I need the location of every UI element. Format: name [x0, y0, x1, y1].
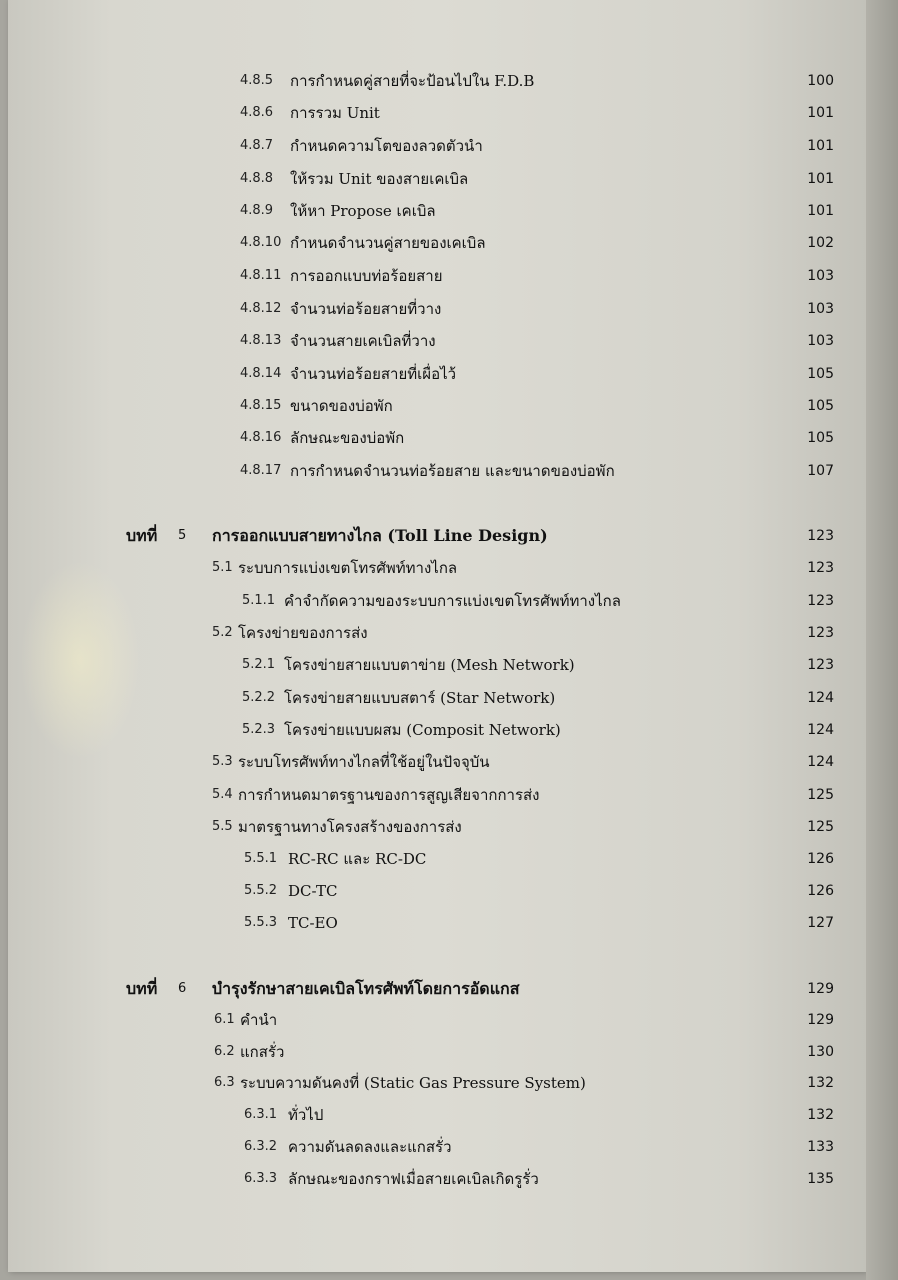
entry-page: 123	[807, 625, 834, 641]
entry-page: 125	[807, 787, 834, 803]
toc-entry-6-3-2	[0, 1134, 898, 1160]
entry-title: จำนวนสายเคเบิลที่วาง	[290, 332, 436, 350]
entry-title: ระบบโทรศัพท์ทางไกลที่ใช้อยู่ในปัจจุบัน	[238, 753, 490, 771]
entry-number: 5.2	[212, 625, 233, 640]
entry-page: 129	[807, 981, 834, 997]
entry-page: 101	[807, 203, 834, 219]
toc-entry-5-5	[0, 814, 898, 840]
entry-title: ให้รวม Unit ของสายเคเบิล	[290, 170, 469, 188]
chapter-label: บทที่	[126, 979, 158, 998]
toc-entry-5-5-3	[0, 910, 898, 936]
entry-title: กำหนดความโตของลวดตัวนำ	[290, 137, 483, 155]
entry-number: 4.8.14	[240, 366, 282, 381]
toc-entry-5-1-1	[0, 588, 898, 614]
toc-entry-4-8-15	[0, 393, 898, 419]
entry-page: 127	[807, 915, 834, 931]
entry-number: 4.8.8	[240, 171, 274, 186]
toc-entry-4-8-12	[0, 296, 898, 322]
entry-number: 5.5.3	[244, 915, 278, 930]
entry-page: 125	[807, 819, 834, 835]
toc-entry-6-3-3	[0, 1166, 898, 1192]
entry-title: ให้หา Propose เคเบิล	[290, 202, 436, 220]
entry-page: 132	[807, 1107, 834, 1123]
entry-title: ความดันลดลงและแกสรั่ว	[288, 1138, 452, 1156]
entry-title: ทั่วไป	[288, 1106, 324, 1124]
entry-page: 103	[807, 268, 834, 284]
entry-page: 135	[807, 1171, 834, 1187]
entry-page: 107	[807, 463, 834, 479]
toc-entry-5-5-1	[0, 846, 898, 872]
entry-number: 6.3.2	[244, 1139, 278, 1154]
entry-page: 130	[807, 1044, 834, 1060]
toc-entry-5-2-2	[0, 685, 898, 711]
entry-number: 5.5	[212, 819, 233, 834]
entry-number: 4.8.17	[240, 463, 282, 478]
entry-number: 5.1	[212, 560, 233, 575]
entry-page: 100	[807, 73, 834, 89]
chapter-title: การออกแบบสายทางไกล (Toll Line Design)	[212, 526, 548, 545]
entry-page: 132	[807, 1075, 834, 1091]
entry-title: โครงข่ายของการส่ง	[238, 624, 368, 642]
entry-number: 4.8.5	[240, 73, 274, 88]
entry-number: 6.2	[214, 1044, 235, 1059]
entry-page: 126	[807, 851, 834, 867]
toc-entry-4-8-16	[0, 425, 898, 451]
entry-title: คำนำ	[240, 1011, 278, 1029]
entry-number: 5.2.3	[242, 722, 276, 737]
toc-entry-4-8-13	[0, 328, 898, 354]
entry-title: ลักษณะของบ่อพัก	[290, 429, 405, 447]
entry-number: 6.3	[214, 1075, 235, 1090]
entry-title: ลักษณะของกราฟเมื่อสายเคเบิลเกิดรูรั่ว	[288, 1170, 539, 1188]
entry-title: ระบบความดันคงที่ (Static Gas Pressure System)	[240, 1074, 586, 1092]
entry-page: 126	[807, 883, 834, 899]
entry-title: มาตรฐานทางโครงสร้างของการส่ง	[238, 818, 462, 836]
toc-entry-4-8-9	[0, 198, 898, 224]
entry-title: การออกแบบท่อร้อยสาย	[290, 267, 443, 285]
entry-number: 4.8.16	[240, 430, 282, 445]
entry-number: 4.8.10	[240, 235, 282, 250]
entry-number: 4.8.15	[240, 398, 282, 413]
entry-number: 5.2.1	[242, 657, 276, 672]
entry-number: 4.8.6	[240, 105, 274, 120]
entry-number: 4.8.12	[240, 301, 282, 316]
entry-number: 5.3	[212, 754, 233, 769]
entry-page: 105	[807, 366, 834, 382]
entry-page: 102	[807, 235, 834, 251]
toc-entry-5-2-3	[0, 717, 898, 743]
entry-number: 4.8.11	[240, 268, 282, 283]
toc-entry-4-8-17	[0, 458, 898, 484]
entry-number: 5.1.1	[242, 593, 276, 608]
entry-page: 124	[807, 722, 834, 738]
entry-title: ขนาดของบ่อพัก	[290, 397, 393, 415]
entry-title: TC-EO	[288, 914, 338, 932]
entry-number: 4.8.7	[240, 138, 274, 153]
chapter-label: บทที่	[126, 526, 158, 545]
entry-title: โครงข่ายสายแบบสตาร์ (Star Network)	[284, 689, 556, 707]
entry-page: 123	[807, 593, 834, 609]
entry-title: โครงข่ายแบบผสม (Composit Network)	[284, 721, 561, 739]
toc-entry-4-8-6	[0, 100, 898, 126]
entry-title: โครงข่ายสายแบบตาข่าย (Mesh Network)	[284, 656, 575, 674]
toc-entry-4-8-7	[0, 133, 898, 159]
entry-page: 129	[807, 1012, 834, 1028]
entry-page: 103	[807, 301, 834, 317]
toc-entry-5-5-2	[0, 878, 898, 904]
toc-entry-5-4	[0, 782, 898, 808]
toc-entry-6-3-1	[0, 1102, 898, 1128]
entry-number: 6.3.3	[244, 1171, 278, 1186]
entry-number: 5.2.2	[242, 690, 276, 705]
toc-entry-6-3	[0, 1070, 898, 1096]
chapter-number: 5	[178, 528, 187, 543]
entry-number: 6.1	[214, 1012, 235, 1027]
toc-entry-6-1	[0, 1007, 898, 1033]
entry-title: DC-TC	[288, 882, 338, 900]
entry-title: ระบบการแบ่งเขตโทรศัพท์ทางไกล	[238, 559, 458, 577]
chapter-title: บำรุงรักษาสายเคเบิลโทรศัพท์โดยการอัดแกส	[212, 979, 520, 998]
entry-title: จำนวนท่อร้อยสายที่เผื่อไว้	[290, 365, 457, 383]
toc-chapter-6	[0, 976, 898, 1002]
toc-chapter-5	[0, 523, 898, 549]
entry-number: 4.8.9	[240, 203, 274, 218]
entry-page: 105	[807, 398, 834, 414]
entry-title: แกสรั่ว	[240, 1043, 285, 1061]
entry-number: 5.4	[212, 787, 233, 802]
toc-entry-4-8-11	[0, 263, 898, 289]
entry-page: 124	[807, 754, 834, 770]
entry-page: 124	[807, 690, 834, 706]
toc-entry-6-2	[0, 1039, 898, 1065]
entry-title: การกำหนดมาตรฐานของการสูญเสียจากการส่ง	[238, 786, 540, 804]
toc-entry-5-1	[0, 555, 898, 581]
toc-entry-5-3	[0, 749, 898, 775]
entry-page: 123	[807, 528, 834, 544]
entry-title: การรวม Unit	[290, 104, 380, 122]
entry-page: 123	[807, 657, 834, 673]
entry-number: 5.5.2	[244, 883, 278, 898]
entry-title: จำนวนท่อร้อยสายที่วาง	[290, 300, 442, 318]
entry-page: 101	[807, 105, 834, 121]
entry-number: 4.8.13	[240, 333, 282, 348]
entry-title: การกำหนดจำนวนท่อร้อยสาย และขนาดของบ่อพัก	[290, 462, 615, 480]
toc-entry-5-2-1	[0, 652, 898, 678]
entry-title: RC-RC และ RC-DC	[288, 850, 427, 868]
toc-entry-4-8-14	[0, 361, 898, 387]
entry-page: 101	[807, 138, 834, 154]
entry-number: 6.3.1	[244, 1107, 278, 1122]
entry-page: 133	[807, 1139, 834, 1155]
entry-title: คำจำกัดความของระบบการแบ่งเขตโทรศัพท์ทางไกล	[284, 592, 621, 610]
entry-page: 105	[807, 430, 834, 446]
toc-entry-5-2	[0, 620, 898, 646]
entry-page: 103	[807, 333, 834, 349]
entry-number: 5.5.1	[244, 851, 278, 866]
entry-page: 101	[807, 171, 834, 187]
entry-page: 123	[807, 560, 834, 576]
entry-title: การกำหนดคู่สายที่จะป้อนไปใน F.D.B	[290, 72, 535, 90]
toc-entry-4-8-5	[0, 68, 898, 94]
entry-title: กำหนดจำนวนคู่สายของเคเบิล	[290, 234, 486, 252]
chapter-number: 6	[178, 981, 187, 996]
toc-entry-4-8-10	[0, 230, 898, 256]
toc-entry-4-8-8	[0, 166, 898, 192]
